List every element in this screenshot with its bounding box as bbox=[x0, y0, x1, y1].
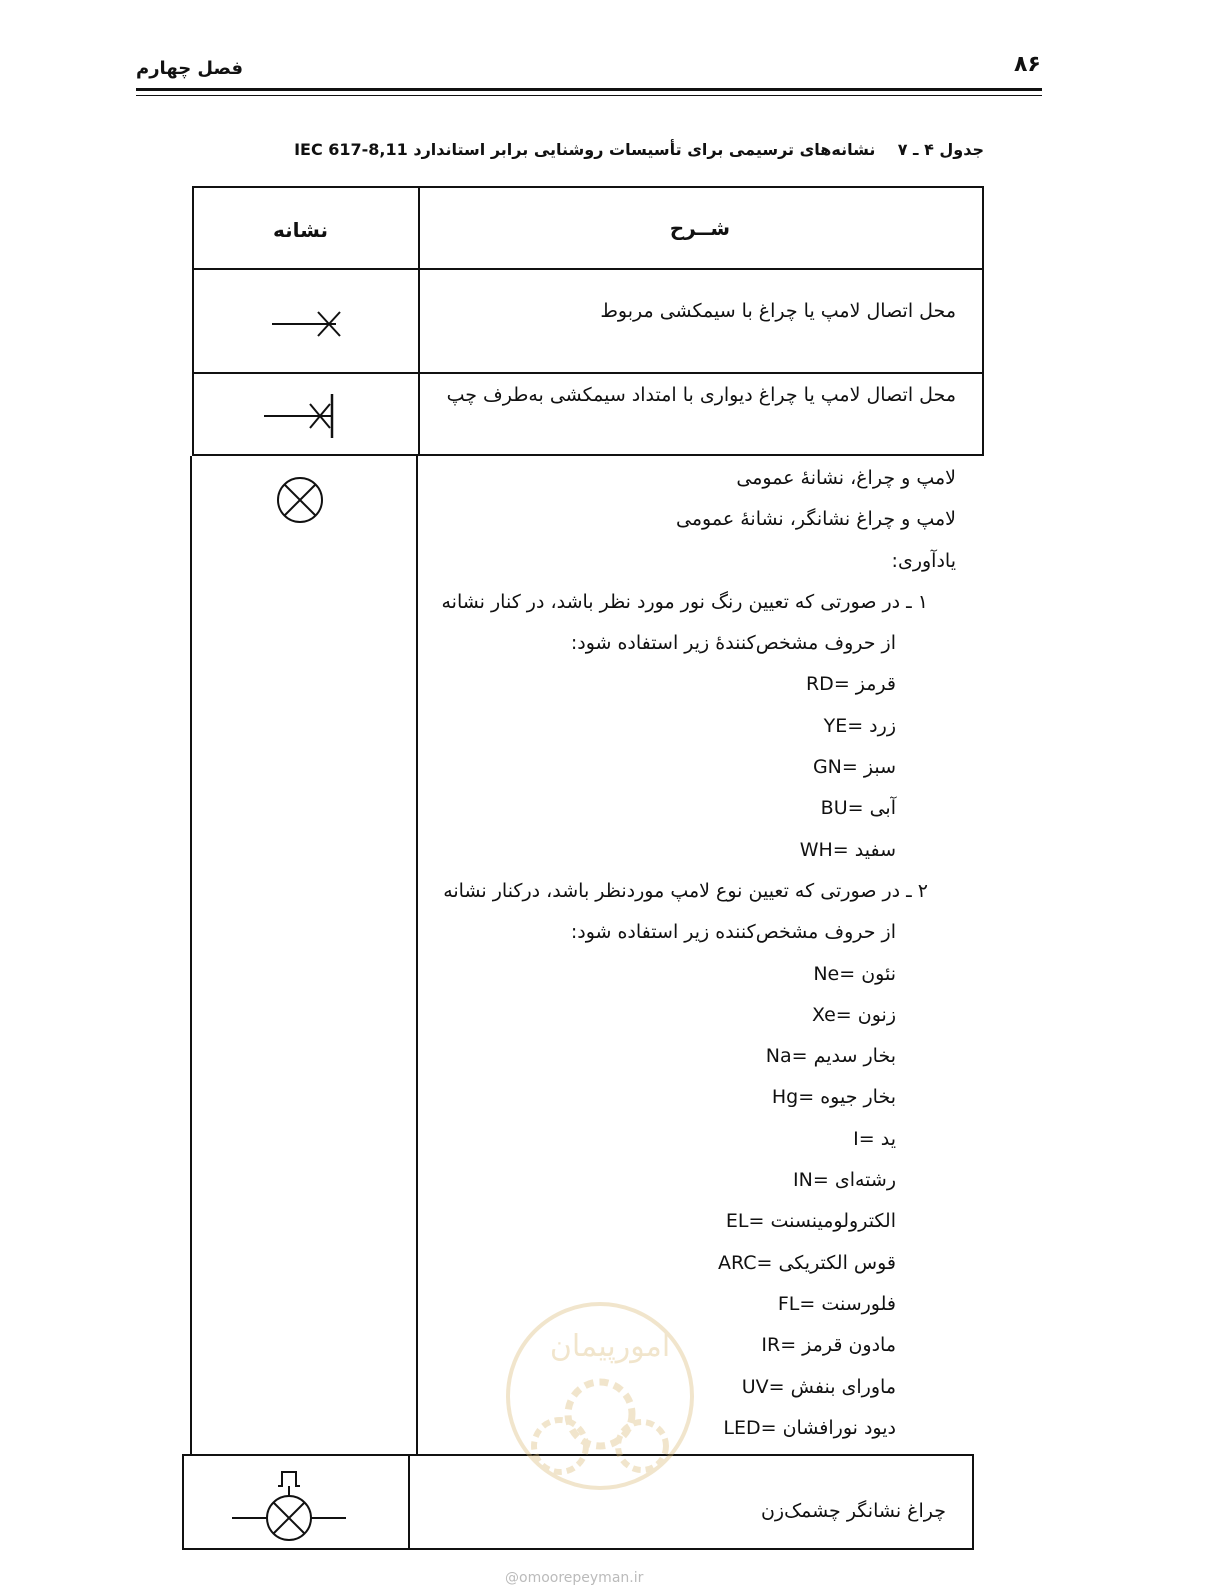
row-divider bbox=[192, 454, 984, 456]
color-code: آبی =BU bbox=[820, 797, 896, 820]
note-1-cont: از حروف مشخص‌کنندهٔ زیر استفاده شود: bbox=[570, 632, 896, 655]
color-code: سبز =GN bbox=[812, 756, 896, 779]
note-2-cont: از حروف مشخص‌کننده زیر استفاده شود: bbox=[570, 921, 896, 944]
wall-lamp-connection-icon bbox=[260, 390, 340, 442]
lamp-type-code: فلورسنت =FL bbox=[777, 1292, 896, 1315]
table-border-top bbox=[192, 186, 984, 188]
row-1-description: محل اتصال لامپ یا چراغ با سیمکشی مربوط bbox=[600, 300, 956, 322]
table-border-right bbox=[982, 186, 984, 456]
header-symbol: نشانه bbox=[272, 218, 328, 242]
header-rule-thin bbox=[136, 95, 1042, 96]
chapter-title: فصل چهارم bbox=[136, 58, 244, 79]
flashing-lamp-icon bbox=[228, 1466, 352, 1542]
table-border-left bbox=[190, 456, 192, 1456]
lamp-type-code: زنون =Xe bbox=[811, 1003, 896, 1026]
lamp-type-code: رشته‌ای =IN bbox=[793, 1169, 896, 1192]
lamp-connection-icon bbox=[266, 308, 346, 340]
watermark-site: @omoorepeyman.ir bbox=[505, 1570, 644, 1586]
note-2: ۲ ـ در صورتی که تعیین نوع لامپ موردنظر باشد، درکنار نشانه bbox=[443, 879, 928, 902]
row-divider bbox=[192, 268, 984, 270]
lamp-type-code: ماورای بنفش =UV bbox=[741, 1375, 896, 1398]
table-caption bbox=[294, 140, 984, 159]
color-code: زرد =YE bbox=[823, 714, 896, 737]
watermark-logo-icon bbox=[490, 1296, 710, 1496]
caption-label: جدول ۴ ـ ۷ bbox=[897, 140, 984, 159]
column-divider bbox=[416, 456, 418, 1456]
color-code: قرمز =RD bbox=[805, 673, 896, 696]
lamp-type-code: مادون قرمز =IR bbox=[761, 1334, 896, 1357]
watermark-logo-text: امورپیمان bbox=[549, 1329, 671, 1364]
lamp-type-code: ید =I bbox=[853, 1127, 896, 1150]
lamp-general-icon bbox=[274, 474, 326, 526]
table-border-bottom bbox=[182, 1548, 974, 1550]
header-description: شــرح bbox=[669, 216, 730, 240]
lamp-type-code: نئون =Ne bbox=[813, 962, 896, 985]
desc-line: یادآوری: bbox=[891, 549, 956, 572]
row-2-description: محل اتصال لامپ یا چراغ دیواری با امتداد سیمکشی به‌طرف چپ bbox=[446, 384, 956, 406]
row-4-description: چراغ نشانگر چشمک‌زن bbox=[760, 1500, 946, 1522]
header-rule-thick bbox=[136, 88, 1042, 91]
lamp-type-code: بخار جیوه =Hg bbox=[771, 1086, 896, 1109]
table-border-left bbox=[182, 1454, 184, 1550]
caption-standard: IEC 617-8,11 bbox=[294, 140, 408, 159]
caption-text: نشانه‌های ترسیمی برای تأسیسات روشنایی برابر استاندارد bbox=[413, 140, 876, 159]
color-code: سفید =WH bbox=[799, 838, 896, 861]
desc-line: لامپ و چراغ نشانگر، نشانهٔ عمومی bbox=[676, 508, 956, 531]
note-1: ۱ ـ در صورتی که تعیین رنگ نور مورد نظر باشد، در کنار نشانه bbox=[441, 590, 928, 613]
lamp-type-code: الکترولومینسنت =EL bbox=[725, 1210, 896, 1233]
lamp-type-code: بخار سدیم =Na bbox=[765, 1045, 896, 1068]
table-border-right bbox=[972, 1454, 974, 1550]
lamp-type-code: قوس الکتریکی =ARC bbox=[717, 1251, 896, 1274]
row-divider bbox=[192, 372, 984, 374]
lamp-type-code: دیود نورافشان =LED bbox=[723, 1416, 896, 1439]
desc-line: لامپ و چراغ، نشانهٔ عمومی bbox=[736, 467, 956, 489]
page-number: ۸۶ bbox=[1014, 52, 1041, 77]
